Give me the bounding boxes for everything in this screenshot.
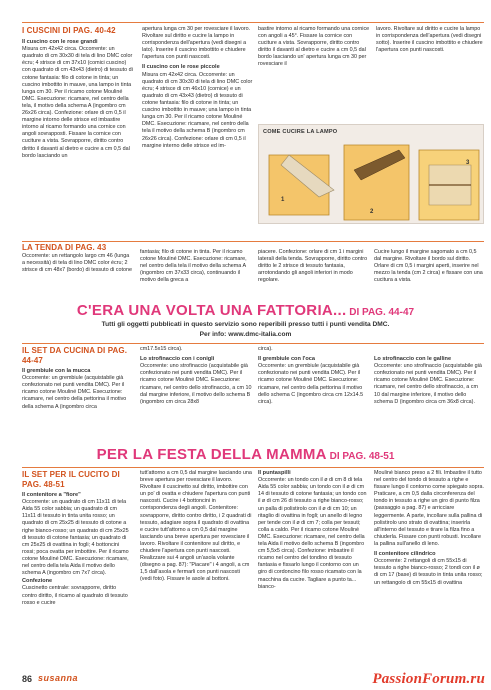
tenda-text-4: Cucire lungo il margine sagomato a cm 0,5 dal margine. Rivoltare il bordo sul diritto. Orlare di cm 0,5 i margini aperti, inserire nel mezzo la tenda (cm 2 circa) e fissare con una cucitura a vista.: [374, 249, 483, 284]
magazine-name: susanna: [38, 673, 79, 683]
mamma-column-3: [258, 470, 368, 670]
cuscino-rose-grandi-text: Misura cm 42x42 circa. Occorrente: un quadrato di cm 30x30 di tela di lino DMC color écru; 4 strisce di cm 37x10 (comici cuscino) con quadrato di cm 43x43 (dietro) di tessuto di cotone fantasia: filo di cotone in tinta; un cuscino imbottito in mauve, una lampo in tinta lunga cm 30. Per il ricamo cotone Mouliné DMC. Esecuzione: ricamare, nel centro della tela, il motivo della schema A (ingombro cm 26x26 circa). Confezione: orlare di cm 0,5 il margine intorno delle strisce ed imbastire intorno al ricamo formando una cornice con angoli sovrapposti. Fissare la cornice con cuciture a vista. Sovrapporre, diritto contro diritto il davanti al dietro e cucire a cm 0,5 dal bordo lasciando un: [22, 46, 133, 159]
fattoria-banner: [0, 302, 491, 320]
cuscini-column-1: [22, 26, 136, 240]
fattoria-banner-pages: DI PAG. 44-47: [346, 307, 415, 318]
mamma-rule: [22, 467, 484, 468]
tenda-column-4: [374, 249, 484, 297]
set-cucina-title: IL SET DA CUCINA DI PAG. 44-47: [22, 346, 128, 365]
cuscino-rose-piccole-heading: Il cuscino con le rose piccole: [142, 64, 220, 71]
fiore-text: Occorrente: un quadrato di cm 11x11 di tela Aida 55 color sabbia; un quadrato di cm 11x11 di tessuto in tinta unita rosso; un quadrato di cm 25x25 di tessuto di cotone a righe bianco-rosso; un quadrato di cm 25x25 di tessuto di cotone fantasia; un quadrato di cm 25x25 di ovattina in fogli; 4 bottoncini rossi; poca ovatta per imbottire. Per il ricamo cotone Mouliné DMC. Esecuzione: ricamare, nel centro della tela Aida il motivo dello schema A (ingombro cm 7x7 circa).: [22, 499, 129, 577]
fattoria-info-line-2: Per info: www.dmc-italia.com: [199, 331, 292, 338]
step-2-label: 2: [370, 209, 374, 215]
cuscino-text-2: apertura lunga cm 30 per rovesciare il lavoro. Rivoltare sul diritto e cucire la lampo in corrispondenza dell'apertura (vedi disegni a lato). Inserire il cuscino imbottito e chiudere l'apertura con punti nascosti.: [142, 26, 251, 61]
tenda-title: LA TENDA DI PAG. 43: [22, 243, 107, 252]
mamma-banner: [0, 446, 491, 464]
galline-heading: Lo strofinaccio con le galline: [374, 356, 452, 362]
cilindrico-text: Occorrente: 2 rettangoli di cm 55x15 di tessuto a righe bianco-rosso; 2 tondi con il ø di cm 17 (base) di tessuto in tinta unita rosso; un rettangolo di cm 55x15 di ovattina: [374, 558, 483, 586]
mamma-column-1: [22, 470, 132, 670]
fiore-heading: Il contenitore a "fiore": [22, 492, 81, 498]
oca-continuation: circa).: [258, 346, 273, 352]
step-3-label: 3: [466, 160, 470, 166]
fattoria-column-1: [22, 346, 132, 434]
cuscini-title: I CUSCINI DI PAG. 40-42: [22, 26, 116, 35]
galline-text: Occorrente: uno strofinaccio (acquistabile già confezionato nei punti vendita DMC). Per il ricamo cotone Mouliné DMC. Esecuzione: ricamare, nel centro dello strofinaccio, a cm 10 dal margine inferiore, il motivo dello schema D (ingombro circa cm 36x8 circa).: [374, 363, 482, 405]
conigli-text: Occorrente: uno strofinaccio (acquistabile già confezionato nei punti vendita DMC). Per il ricamo cotone Mouliné DMC. Esecuzione: ricamare, nel centro dello strofinaccio, a cm 10 dal margine inferiore, il motivo dello schema B (ingombro cm circa 28x8: [140, 363, 252, 405]
cuscini-column-3: [258, 26, 372, 70]
mamma-banner-title: PER LA FESTA DELLA MAMMA: [96, 446, 327, 463]
fattoria-info-line-1: Tutti gli oggetti pubblicati in questo servizio sono reperibili presso tutti i punti vendita DMC.: [101, 321, 390, 328]
tenda-column-1: [22, 243, 132, 297]
cuscino-rose-piccole-text: Misura cm 42x42 circa. Occorrente: un quadrato di cm 30x30 di tela di lino DMC color écru; 4 strisce di cm 46x10 (cornice) e un quadrato di cm 43x43 (dietro) di tessuto di cotone fantasia: filo di cotone in tinta; un cuscino imbottito in mauve; una lampo in tinta lunga cm 30. Per il ricamo cotone Mouliné DMC. Esecuzione: ricamare, nel centro della tela il motivo della schema B (ingombro cm 26x26 circa). Confezione: orlare di cm 0,5 il margine interno delle strisce ed im-: [142, 71, 253, 149]
cuscino-rose-grandi-heading: Il cuscino con le rose grandi: [22, 39, 98, 45]
cuscino-text-5: lavoro. Rivoltare sul diritto e cucire la lampo in corrispondenza dell'apertura (vedi disegni sotto). Inserire il cuscino imbottito e chiudere l'apertura con punti nascosti.: [376, 26, 483, 54]
fattoria-banner-title: C'ERA UNA VOLTA UNA FATTORIA...: [76, 302, 347, 319]
zipper-illustration: [258, 124, 484, 224]
oca-text: Occorrente: un grembiule (acquistabile già confezionato nei punti vendita DMC). Per il ricamo cotone Mouliné DMC. Esecuzione: ricamare, nel centro della pettorina il motivo dello schema C (ingombro circa cm 12x14.5 circa).: [258, 363, 364, 405]
step-1-label: 1: [281, 197, 285, 203]
tenda-text-3: piacere. Confezione: orlare di cm 1 i margini laterali della tenda. Sovrapporre, diritto contro diritto le 2 strisce di tessuto fantasia, arrotondando gli angoli inferiori in modo regolare.: [258, 249, 368, 284]
mamma-banner-pages: DI PAG. 48-51: [326, 451, 395, 462]
cuscini-column-2: [142, 26, 254, 240]
mamma-column-2: [140, 470, 252, 670]
conigli-continuation: cm17.5x15 circa).: [140, 346, 183, 352]
mucca-text: Occorrente: un grembiule (acquistabile già confezionato nei punti vendita DMC). Per il ricamo cotone Mouliné DMC. Esecuzione: ricamare, nel centro della pettorina il motivo della schema A (ingombro circa: [22, 375, 127, 410]
confezione-heading: Confezione: [22, 578, 53, 585]
top-rule: [22, 22, 484, 23]
fattoria-column-2: [140, 346, 252, 434]
watermark: PassionForum.ru: [372, 671, 485, 687]
puntaspilli-text: Occorrente: un tondo con il ø di cm 8 di tela Aida 55 color sabbia; un tondo con il ø di cm 14 di tessuto di cotone fantasia; un tondo con il ø di cm 26 di tessuto a righe bianco-rosso; un palla di polistirolo con il ø di cm 10; un ritaglio di ovattina in fogli; un anello di legno per tende con il ø di cm 7; colla per tessuti; colla a caldo. Per il ricamo cotone Mouliné DMC. Esecuzione: ricamare, nel centro della tela Aida il motivo dello schema B (ingombro cm 5,5x5 circa). Confezione: imbastire il ricamo nel centro del tondino di tessuto fantasia e fissarlo lungo il contorno con un giro di cordoncino filo rosso ricamato con la macchina da cucire. Tagliare a punto ta... bianco-: [258, 477, 367, 590]
mamma-column-4: [374, 470, 484, 670]
cuscini-column-4: [376, 26, 484, 78]
conigli-heading: Lo strofinaccio con i conigli: [140, 356, 215, 363]
fattoria-rule: [22, 343, 484, 344]
page-number: 86: [22, 674, 33, 684]
tenda-text-1: Occorrente: un rettangolo largo cm 46 (lunga a necessità) di tela di lino DMC color écru; 2 strisce di cm 48x7 (bordo) di tessuto di cotone: [22, 253, 132, 274]
tenda-column-3: [258, 249, 368, 297]
zipper-illustration-title: COME CUCIRE LA LAMPO: [263, 129, 338, 135]
mucca-heading: Il grembiule con la mucca: [22, 368, 91, 374]
cilindrico-heading: Il contenitore cilindrico: [374, 551, 436, 558]
fattoria-column-3: [258, 346, 368, 434]
mamma-text-4: Mouliné bianco preso a 2 fili. Imbastire il tutto nel centro del tondo di tessuto a righe e fissare lungo il contorno come spiegato sopra. Praticare, a cm 0,5 dalla circonferenza del tondo in tessuto a righe un giro di punto filza (passaggio a pag. 87) e arricciare leggermente. A parte, incollare sulla pallina di polistirolo uno strato di ovattina; inserirla all'interno del tessuto e tirare la filza fino a chiuderla. Fissare con punti robusti. Incollare la pallina sull'anello di leno.: [374, 470, 484, 547]
tenda-rule: [22, 241, 484, 242]
mamma-text-2: tutt'attorno a cm 0,5 dal margine lasciando una breve apertura per rovesciare il lavoro. Rivoltare il cuscinetto sul diritto, imbottire con un po' di ovatta e chiudere l'apertura con punti nascosti. Cucire i 4 bottoncini in corrispondenza degli angoli. Contenitore: sovrapporre, diritto contro diritto, i 2 quadrati di tessuto, adagiare sopra il quadrato di ovattina e cucire tutt'attorno a cm 0,5 dal margine lasciando una breve apertura per rovesciare il lavoro. Rivoltare il contenitore sul diritto, e chiudere l'apertura con punti nascosti. Realizzare sui 4 angoli un'asola volante (disegno a pag. 87): "Piacare" i 4 angoli, a cm 1,5 dall'asola e fermarli con punti nascosti (vedi foto). Fissare le asole al bottoni.: [140, 470, 252, 583]
tenda-column-2: [140, 249, 252, 297]
tenda-text-2: fantasia; filo di cotone in tinta. Per il ricamo cotone Mouliné DMC. Esecuzione: ricamare, nel centro della tela il motivo della schema A (ingombro cm 37x33 circa), continuando il motivo della greca a: [140, 249, 247, 284]
fattoria-column-4: [374, 346, 484, 434]
set-cucito-title: IL SET PER IL CUCITO DI PAG. 48-51: [22, 470, 120, 489]
cuscino-text-4: bastire intorno al ricamo formando una cornice con angoli a 45°. Fissare la cornice con cuciture a vista. Sovrapporre, diritto contro diritto il davanti al dietro e cucire a cm 0,5 dal bordo lasciando un' apertura lunga cm 30 per rovesciare il: [258, 26, 370, 68]
oca-heading: Il grembiule con l'oca: [258, 356, 315, 363]
puntaspilli-heading: Il puntaspilli: [258, 470, 291, 476]
confezione-text: Cuscinetto centrale: sovrapporre, diritto contro diritto, il ricamo al quadrato di tessuto rosso e cucire: [22, 585, 128, 606]
